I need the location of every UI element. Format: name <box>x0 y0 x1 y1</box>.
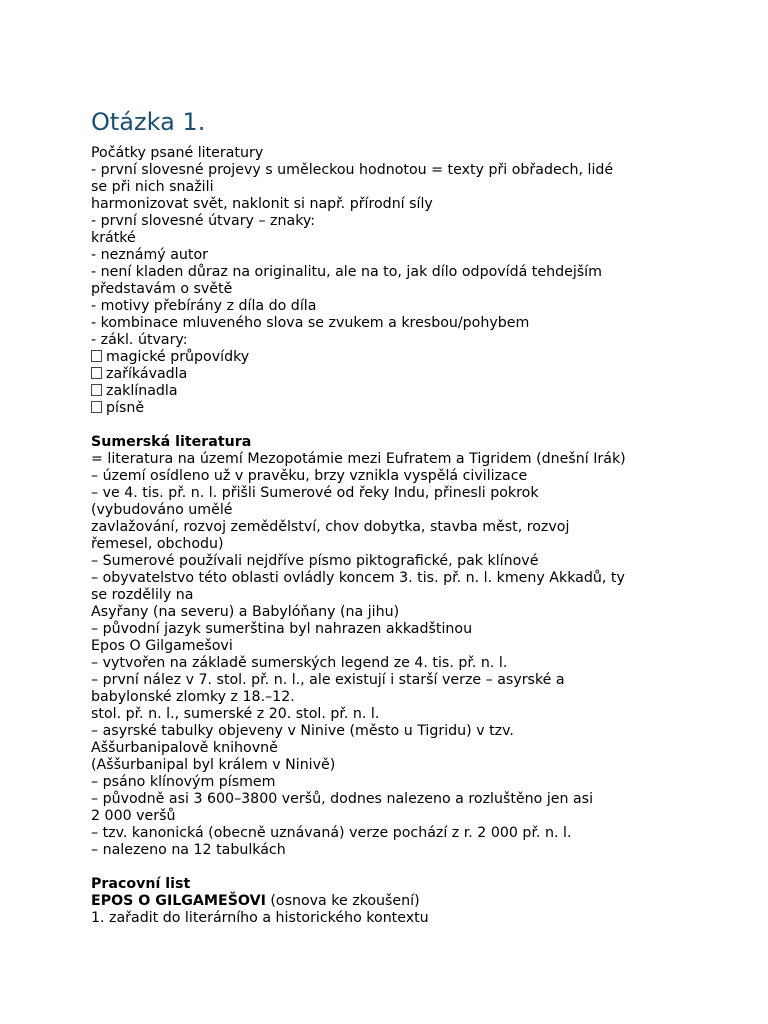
text-line: (Aššurbanipal byl králem v Ninivě) <box>91 757 336 773</box>
text-line: (vybudováno umělé <box>91 502 233 518</box>
section-heading: Pracovní list <box>91 876 191 892</box>
section-origins <box>91 145 691 417</box>
section-worksheet <box>91 876 691 927</box>
text-line: Epos O Gilgamešovi <box>91 638 233 654</box>
text-line: harmonizovat svět, naklonit si např. přírodní síly <box>91 196 433 212</box>
bullet-text: zaklínadla <box>106 383 178 399</box>
text-line: - první slovesné projevy s uměleckou hodnotou = texty při obřadech, lidé <box>91 162 614 178</box>
text-line: – obyvatelstvo této oblasti ovládly koncem 3. tis. př. n. l. kmeny Akkadů, ty <box>91 570 625 586</box>
text-line: – Sumerové používali nejdříve písmo piktografické, pak klínové <box>91 553 539 569</box>
document-page <box>91 105 691 927</box>
text-line: – vytvořen na základě sumerských legend ze 4. tis. př. n. l. <box>91 655 508 671</box>
text-line: Aššurbanipalově knihovně <box>91 740 278 756</box>
missing-glyph-bullet-icon <box>91 384 102 396</box>
bullet-item <box>91 349 691 366</box>
text-line: – první nález v 7. stol. př. n. l., ale existují i starší verze – asyrské a <box>91 672 565 688</box>
text-line: - zákl. útvary: <box>91 332 188 348</box>
text-line: se rozdělily na <box>91 587 194 603</box>
text-line: – tzv. kanonická (obecně uznávaná) verze pochází z r. 2 000 př. n. l. <box>91 825 572 841</box>
text-line: - neznámý autor <box>91 247 208 263</box>
text-line: - není kladen důraz na originalitu, ale na to, jak dílo odpovídá tehdejším <box>91 264 602 280</box>
text-line: = literatura na území Mezopotámie mezi Eufratem a Tigridem (dnešní Irák) <box>91 451 626 467</box>
text-line: Asyřany (na severu) a Babylóňany (na jihu) <box>91 604 400 620</box>
missing-glyph-bullet-icon <box>91 367 102 379</box>
page-title: Otázka 1. <box>91 108 206 136</box>
bullet-text: písně <box>106 400 145 416</box>
text-line: 1. zařadit do literárního a historického kontextu <box>91 910 429 926</box>
text-line: – původní jazyk sumerština byl nahrazen akkadštinou <box>91 621 473 637</box>
text-line: babylonské zlomky z 18.–12. <box>91 689 295 705</box>
bullet-item <box>91 383 691 400</box>
paragraph-gap <box>91 417 691 434</box>
text-line: – nalezeno na 12 tabulkách <box>91 842 286 858</box>
bullet-text: zaříkávadla <box>106 366 188 382</box>
text-line: 2 000 veršů <box>91 808 176 824</box>
text-line: – ve 4. tis. př. n. l. přišli Sumerové od řeky Indu, přinesli pokrok <box>91 485 539 501</box>
text-line: stol. př. n. l., sumerské z 20. stol. př. n. l. <box>91 706 380 722</box>
text-line: - motivy přebírány z díla do díla <box>91 298 317 314</box>
text-line: - první slovesné útvary – znaky: <box>91 213 316 229</box>
bullet-text: magické průpovídky <box>106 349 250 365</box>
text-line: - kombinace mluveného slova se zvukem a kresbou/pohybem <box>91 315 530 331</box>
text-line: představám o světě <box>91 281 233 297</box>
section-heading: Sumerská literatura <box>91 434 252 450</box>
missing-glyph-bullet-icon <box>91 401 102 413</box>
text-line: se při nich snažili <box>91 179 214 195</box>
epos-title: EPOS O GILGAMEŠOVI <box>91 893 266 909</box>
text-line: řemesel, obchodu) <box>91 536 224 552</box>
text-line: Počátky psané literatury <box>91 145 264 161</box>
missing-glyph-bullet-icon <box>91 350 102 362</box>
text-line: krátké <box>91 230 136 246</box>
text-line: – území osídleno už v pravěku, brzy vznikla vyspělá civilizace <box>91 468 528 484</box>
epos-heading-line <box>91 893 691 910</box>
text-line: – psáno klínovým písmem <box>91 774 276 790</box>
epos-subtitle: (osnova ke zkoušení) <box>265 893 420 909</box>
text-line: zavlažování, rozvoj zemědělství, chov dobytka, stavba měst, rozvoj <box>91 519 570 535</box>
text-line: – asyrské tabulky objeveny v Ninive (město u Tigridu) v tzv. <box>91 723 514 739</box>
bullet-item <box>91 366 691 383</box>
section-sumerian <box>91 434 691 859</box>
bullet-item <box>91 400 691 417</box>
text-line: – původně asi 3 600–3800 veršů, dodnes nalezeno a rozluštěno jen asi <box>91 791 594 807</box>
paragraph-gap <box>91 859 691 876</box>
